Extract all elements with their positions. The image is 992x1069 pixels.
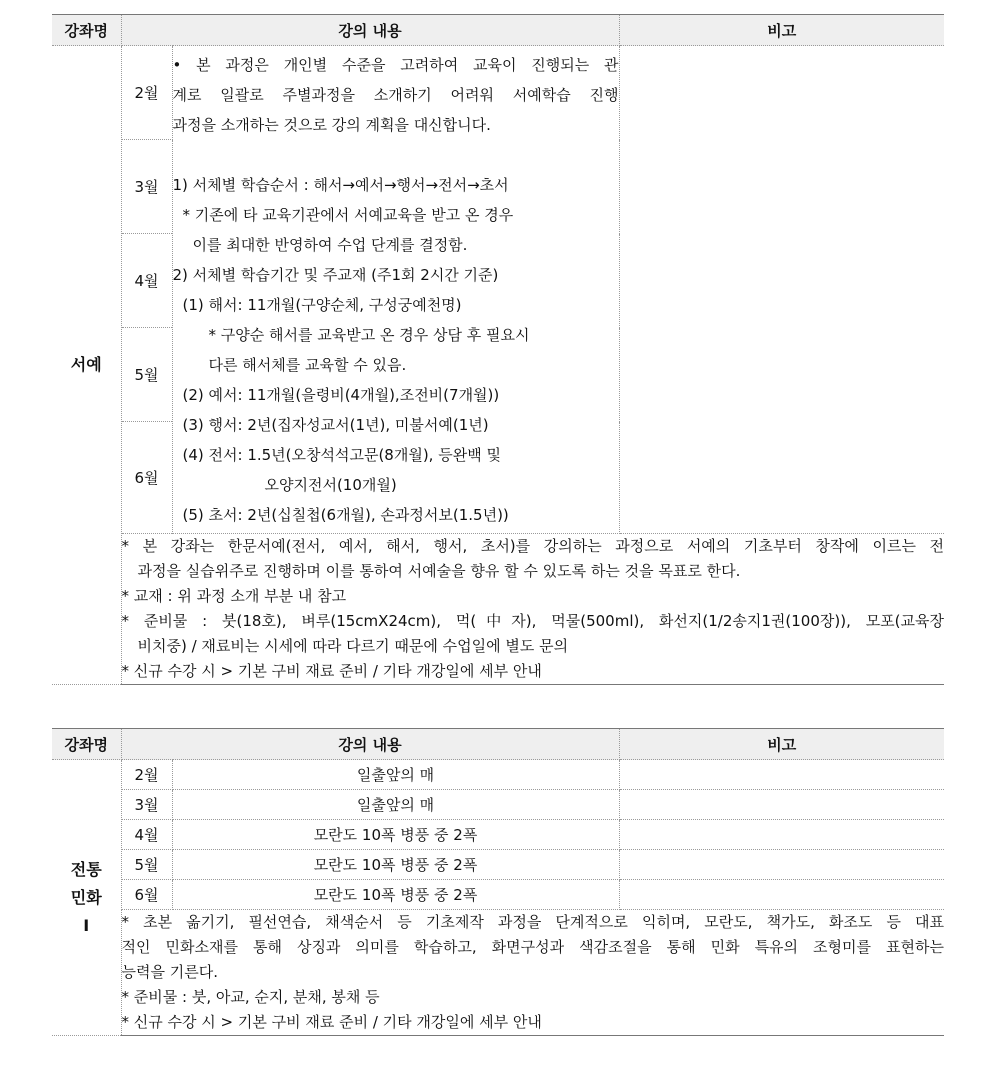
month-cell: 6월 [121, 880, 172, 910]
note-cell [619, 760, 944, 790]
summary-line: * 본 강좌는 한문서예(전서, 예서, 해서, 행서, 초서)를 강의하는 과정으로 서예의 기초부터 창작에 이르는 전 [121, 537, 944, 555]
summary-line: * 초본 옮기기, 필선연습, 채색순서 등 기초제작 과정을 단계적으로 익히며, 모란도, 책가도, 화조도 등 대표 [121, 913, 944, 931]
month-cell: 6월 [121, 422, 172, 534]
month-cell: 4월 [121, 234, 172, 328]
month-cell: 3월 [121, 790, 172, 820]
content-cell: 모란도 10폭 병풍 중 2폭 [172, 820, 619, 850]
header-course-name: 강좌명 [52, 729, 121, 760]
course-name-cell [52, 760, 121, 1036]
note-cell [619, 820, 944, 850]
content-line: 계로 일괄로 주별과정을 소개하기 어려워 서예학습 진행 [172, 85, 619, 104]
content-line: (3) 행서: 2년(집자성교서(1년), 미불서예(1년) [182, 415, 489, 434]
header-content: 강의 내용 [121, 15, 619, 46]
content-cell: 모란도 10폭 병풍 중 2폭 [172, 850, 619, 880]
course-table-folk-painting [52, 728, 944, 1036]
content-blank-line [173, 140, 619, 170]
course-content-cell [172, 46, 619, 534]
summary-line: 과정을 실습위주로 진행하며 이를 통하여 서예술을 향유 할 수 있도록 하는 것을 목표로 한다. [137, 562, 741, 580]
course-name-line: Ⅰ [83, 915, 90, 935]
summary-line: * 준비물 : 붓, 아교, 순지, 분채, 봉채 등 [121, 988, 380, 1006]
header-note: 비고 [619, 729, 944, 760]
month-cell: 2월 [121, 760, 172, 790]
summary-line: * 신규 수강 시 > 기본 구비 재료 준비 / 기타 개강일에 세부 안내 [121, 662, 542, 680]
content-cell: 모란도 10폭 병풍 중 2폭 [172, 880, 619, 910]
month-cell: 5월 [121, 850, 172, 880]
note-cell [619, 850, 944, 880]
content-line: (5) 초서: 2년(십칠첩(6개월), 손과정서보(1.5년)) [182, 505, 509, 524]
course-name-line: 전통 [70, 859, 102, 879]
content-line: 과정을 소개하는 것으로 강의 계획을 대신합니다. [172, 115, 491, 134]
course-summary-cell [121, 534, 944, 685]
summary-line: * 준비물 : 붓(18호), 벼루(15cmX24cm), 먹(中자), 먹물(500ml), 화선지(1/2송지1권(100장)), 모포(교육장 [121, 612, 944, 630]
summary-line: 적인 민화소재를 통해 상징과 의미를 학습하고, 화면구성과 색감조절을 통해 민화 특유의 조형미를 표현하는 [121, 938, 944, 956]
content-line: (1) 해서: 11개월(구양순체, 구성궁예천명) [182, 295, 462, 314]
content-line: 다른 해서체를 교육할 수 있음. [208, 355, 407, 374]
month-cell: 5월 [121, 328, 172, 422]
note-cell [619, 46, 944, 534]
content-line: * 기존에 타 교육기관에서 서예교육을 받고 온 경우 [182, 205, 514, 224]
summary-line: * 교재 : 위 과정 소개 부분 내 참고 [121, 587, 347, 605]
content-line: • 본 과정은 개인별 수준을 고려하여 교육이 진행되는 관 [172, 55, 619, 74]
note-cell [619, 790, 944, 820]
course-name-line: 민화 [70, 887, 102, 907]
course-summary-cell [121, 910, 944, 1036]
month-cell: 4월 [121, 820, 172, 850]
month-cell: 3월 [121, 140, 172, 234]
content-line: * 구양순 해서를 교육받고 온 경우 상담 후 필요시 [208, 325, 530, 344]
content-line: 오양지전서(10개월) [264, 475, 397, 494]
content-line: (2) 예서: 11개월(을령비(4개월),조전비(7개월)) [182, 385, 500, 404]
note-cell [619, 880, 944, 910]
header-course-name: 강좌명 [52, 15, 121, 46]
content-cell: 일출앞의 매 [172, 760, 619, 790]
summary-line: 능력을 기른다. [121, 963, 218, 981]
month-cell: 2월 [121, 46, 172, 140]
content-line: (4) 전서: 1.5년(오창석석고문(8개월), 등완백 및 [182, 445, 501, 464]
course-name-cell: 서예 [52, 46, 121, 685]
summary-line: * 신규 수강 시 > 기본 구비 재료 준비 / 기타 개강일에 세부 안내 [121, 1013, 542, 1031]
header-content: 강의 내용 [121, 729, 619, 760]
content-cell: 일출앞의 매 [172, 790, 619, 820]
content-line: 이를 최대한 반영하여 수업 단계를 결정함. [192, 235, 468, 254]
summary-line: 비치중) / 재료비는 시세에 따라 다르기 때문에 수업일에 별도 문의 [137, 637, 569, 655]
header-note: 비고 [619, 15, 944, 46]
content-line: 2) 서체별 학습기간 및 주교재 (주1회 2시간 기준) [172, 265, 499, 284]
course-table-calligraphy [52, 14, 944, 685]
content-line: 1) 서체별 학습순서 : 해서→예서→행서→전서→초서 [172, 175, 509, 194]
